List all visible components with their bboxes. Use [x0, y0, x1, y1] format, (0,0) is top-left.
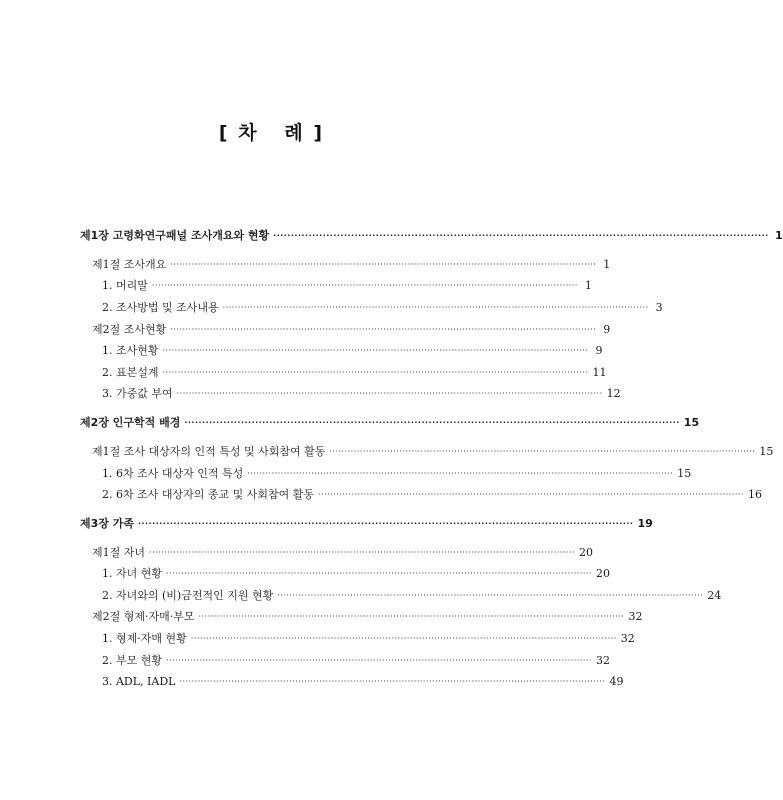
toc-entry-label: 제2장 인구학적 배경 [80, 416, 181, 430]
toc-dot-leader: ············································································································································ [170, 324, 597, 334]
toc-entry-label: 3. 가중값 부여 [102, 387, 173, 401]
toc-entry-label: 제1절 조사 대상자의 인적 특성 및 사회참여 활동 [92, 444, 326, 458]
toc-page-number: 9 [595, 344, 603, 358]
toc-entry-label: 2. 자녀와의 (비)금전적인 지원 현황 [102, 588, 274, 602]
toc-entry-label: 1. 6차 조사 대상자 인적 특성 [102, 466, 244, 480]
toc-item-entry [80, 484, 762, 506]
toc-item-entry [80, 275, 592, 297]
toc-page-number: 15 [683, 416, 700, 430]
page-title: [ 차 례 ] [218, 122, 325, 144]
toc-dot-leader: ············································································································································ [166, 569, 593, 579]
toc-page-number: 24 [707, 588, 722, 602]
toc-dot-leader: ············································································································································ [184, 418, 680, 428]
toc-entry-label: 제2절 형제·자매·부모 [92, 610, 195, 624]
toc-section-entry [80, 441, 774, 463]
toc-section-entry [80, 254, 611, 276]
toc-page-number: 3 [655, 300, 663, 314]
toc-chapter-entry [80, 513, 653, 535]
toc-page-number: 11 [592, 365, 607, 379]
toc-item-entry [80, 563, 611, 585]
toc-dot-leader: ············································································································································ [151, 281, 578, 291]
toc-dot-leader: ············································································································································ [190, 634, 617, 644]
toc-dot-leader: ············································································································································ [317, 490, 744, 500]
toc-page-number: 1 [584, 279, 592, 293]
toc-dot-leader: ············································································································································ [198, 612, 625, 622]
toc-dot-leader: ············································································································································ [162, 346, 589, 356]
toc-section-entry [80, 606, 643, 628]
toc-dot-leader: ············································································································································ [247, 468, 674, 478]
toc-page-number: 19 [637, 516, 653, 530]
toc-entry-label: 제1절 조사개요 [92, 257, 167, 271]
toc-page-number: 49 [609, 675, 624, 689]
toc-dot-leader: ············································································································································ [179, 677, 606, 687]
table-of-contents [80, 225, 783, 693]
toc-item-entry [80, 297, 663, 319]
toc-chapter-entry [80, 225, 783, 247]
toc-dot-leader: ············································································································································ [273, 231, 769, 240]
toc-page-number: 1 [603, 257, 611, 271]
toc-entry-label: 제1장 고령화연구패널 조사개요와 현황 [80, 229, 270, 242]
toc-entry-label: 제3장 가족 [80, 516, 134, 530]
toc-entry-label: 제2절 조사현황 [92, 322, 167, 336]
toc-page-number: 20 [579, 545, 594, 559]
toc-page-number: 9 [603, 322, 611, 336]
toc-item-entry [80, 463, 692, 485]
toc-item-entry [80, 628, 635, 650]
toc-page-number: 32 [620, 632, 635, 646]
toc-dot-leader: ············································································································································ [162, 367, 589, 377]
toc-page-number: 15 [677, 466, 692, 480]
toc-page-number: 12 [606, 387, 621, 401]
toc-entry-label: 1. 머리말 [102, 279, 148, 293]
toc-entry-label: 2. 조사방법 및 조사내용 [102, 300, 219, 314]
toc-page-number: 32 [628, 610, 643, 624]
toc-item-entry [80, 585, 722, 607]
toc-dot-leader: ············································································································································ [277, 590, 704, 600]
toc-dot-leader: ············································································································································ [149, 547, 576, 557]
toc-chapter-entry [80, 412, 700, 434]
toc-dot-leader: ············································································································································ [176, 389, 603, 399]
toc-entry-label: 2. 표본설계 [102, 365, 159, 379]
toc-dot-leader: ············································································································································ [166, 655, 593, 665]
toc-page-number: 20 [596, 567, 611, 581]
toc-item-entry [80, 340, 603, 362]
toc-dot-leader: ············································································································································ [138, 518, 634, 528]
toc-page-number: 32 [596, 653, 611, 667]
toc-entry-label: 1. 조사현황 [102, 344, 159, 358]
toc-entry-label: 1. 자녀 현황 [102, 567, 162, 581]
toc-item-entry [80, 650, 611, 672]
toc-item-entry [80, 362, 607, 384]
toc-entry-label: 제1절 자녀 [92, 545, 145, 559]
toc-section-entry [80, 542, 594, 564]
toc-page-number: 15 [759, 444, 774, 458]
toc-dot-leader: ············································································································································ [329, 446, 756, 456]
toc-dot-leader: ············································································································································ [222, 302, 649, 312]
toc-entry-label: 1. 형제·자매 현황 [102, 632, 187, 646]
toc-entry-label: 2. 부모 현황 [102, 653, 162, 667]
toc-entry-label: 3. ADL, IADL [102, 675, 176, 689]
toc-page-number: 16 [748, 488, 762, 502]
toc-section-entry [80, 319, 611, 341]
toc-page-number: 1 [774, 229, 783, 242]
toc-entry-label: 2. 6차 조사 대상자의 종교 및 사회참여 활동 [102, 488, 314, 502]
toc-item-entry [80, 671, 624, 693]
toc-item-entry [80, 383, 621, 405]
toc-dot-leader: ············································································································································ [170, 259, 597, 269]
